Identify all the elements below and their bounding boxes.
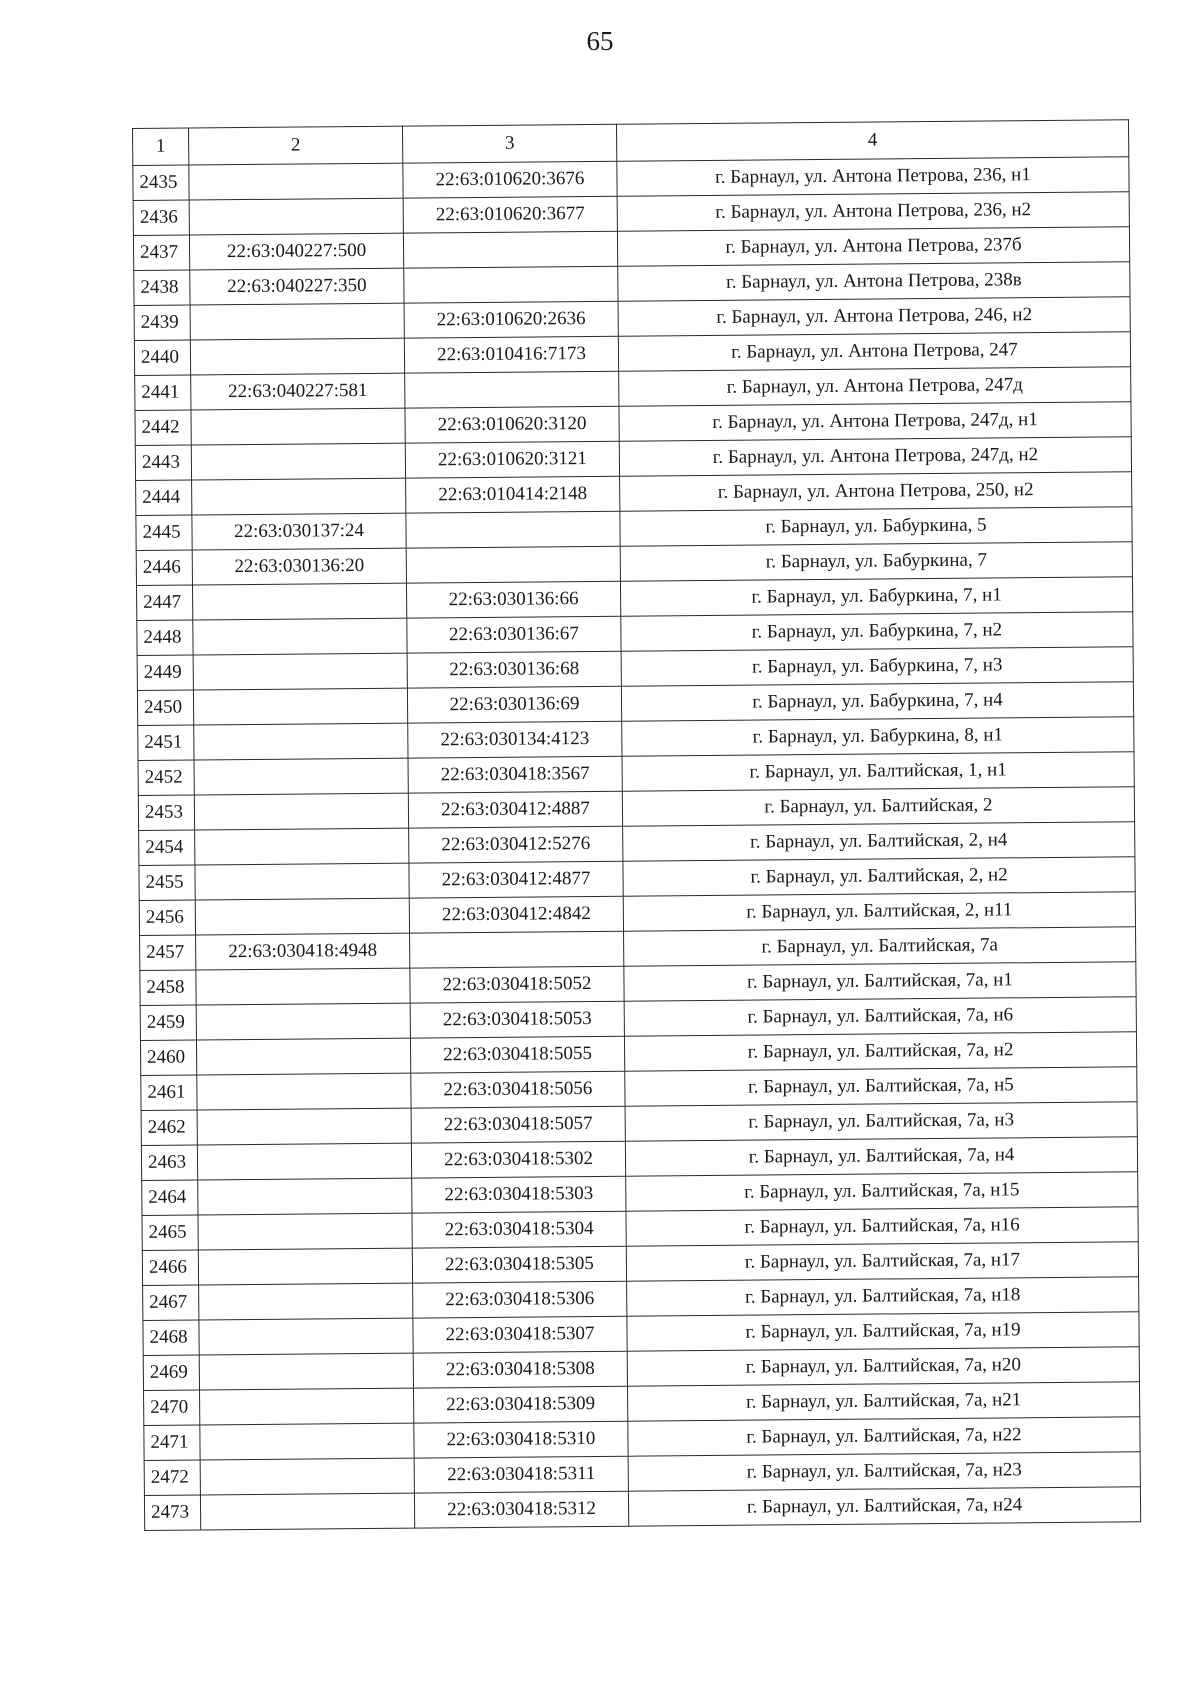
land-cadastral-cell [193,618,407,655]
land-cadastral-cell [199,1353,413,1390]
row-number-cell: 2442 [135,410,191,445]
building-cadastral-cell: 22:63:030418:5055 [410,1036,624,1073]
building-cadastral-cell: 22:63:030418:5056 [411,1071,625,1108]
page-number: 65 [586,26,614,56]
row-number-cell: 2438 [134,270,190,305]
building-cadastral-cell: 22:63:010620:3676 [403,161,617,198]
address-cell: г. Барнаул, ул. Балтийская, 7а, н20 [627,1347,1139,1386]
building-cadastral-cell: 22:63:030412:4877 [409,861,623,898]
land-cadastral-cell [197,1108,411,1145]
land-cadastral-cell [197,1143,411,1180]
building-cadastral-cell: 22:63:030418:5310 [414,1421,628,1458]
address-cell: г. Барнаул, ул. Балтийская, 7а, н5 [625,1067,1137,1106]
row-number-cell: 2439 [134,305,190,340]
header-col-3: 3 [402,124,616,163]
row-number-cell: 2444 [136,480,192,515]
row-number-cell: 2454 [139,830,195,865]
building-cadastral-cell: 22:63:030418:5057 [411,1106,625,1143]
row-number-cell: 2458 [140,970,196,1005]
address-cell: г. Барнаул, ул. Балтийская, 7а, н15 [626,1172,1138,1211]
row-number-cell: 2441 [135,375,191,410]
row-number-cell: 2447 [136,585,192,620]
land-cadastral-cell [196,1003,410,1040]
row-number-cell: 2436 [133,200,189,235]
address-cell: г. Барнаул, ул. Антона Петрова, 250, н2 [620,472,1132,511]
land-cadastral-cell [199,1283,413,1320]
row-number-cell: 2452 [138,760,194,795]
building-cadastral-cell [406,511,620,548]
land-cadastral-cell [194,793,408,830]
address-cell: г. Барнаул, ул. Балтийская, 2 [622,787,1134,826]
address-cell: г. Барнаул, ул. Бабуркина, 7, н3 [621,647,1133,686]
address-cell: г. Барнаул, ул. Балтийская, 7а, н2 [624,1032,1136,1071]
land-cadastral-cell [196,1038,410,1075]
address-cell: г. Барнаул, ул. Балтийская, 7а, н6 [624,997,1136,1036]
land-cadastral-cell [189,163,403,200]
address-cell: г. Барнаул, ул. Балтийская, 7а, н21 [627,1382,1139,1421]
header-col-4: 4 [616,120,1128,161]
address-cell: г. Барнаул, ул. Балтийская, 7а, н1 [624,962,1136,1001]
address-cell: г. Барнаул, ул. Балтийская, 7а, н4 [625,1137,1137,1176]
land-cadastral-cell [191,408,405,445]
building-cadastral-cell: 22:63:030136:66 [406,581,620,618]
land-cadastral-cell [200,1458,414,1495]
land-cadastral-cell: 22:63:030137:24 [192,513,406,550]
land-cadastral-cell [191,443,405,480]
address-cell: г. Барнаул, ул. Бабуркина, 7, н4 [621,682,1133,721]
address-cell: г. Барнаул, ул. Антона Петрова, 247д [619,367,1131,406]
building-cadastral-cell: 22:63:030412:5276 [409,826,623,863]
row-number-cell: 2465 [142,1215,198,1250]
land-cadastral-cell [189,198,403,235]
land-cadastral-cell [200,1423,414,1460]
building-cadastral-cell: 22:63:030418:5311 [414,1456,628,1493]
building-cadastral-cell: 22:63:010414:2148 [406,476,620,513]
land-cadastral-cell: 22:63:040227:350 [190,268,404,305]
land-cadastral-cell [190,303,404,340]
address-cell: г. Барнаул, ул. Антона Петрова, 247д, н1 [619,402,1131,441]
row-number-cell: 2462 [141,1110,197,1145]
land-cadastral-cell: 22:63:040227:500 [189,233,403,270]
land-cadastral-cell [195,898,409,935]
row-number-cell: 2450 [137,690,193,725]
land-cadastral-cell [198,1248,412,1285]
address-cell: г. Барнаул, ул. Балтийская, 7а, н22 [628,1417,1140,1456]
row-number-cell: 2468 [143,1320,199,1355]
land-cadastral-cell [192,478,406,515]
address-cell: г. Барнаул, ул. Бабуркина, 5 [620,507,1132,546]
address-cell: г. Барнаул, ул. Балтийская, 7а, н18 [627,1277,1139,1316]
building-cadastral-cell: 22:63:010620:3121 [405,441,619,478]
row-number-cell: 2435 [133,165,189,200]
row-number-cell: 2460 [140,1040,196,1075]
address-cell: г. Барнаул, ул. Балтийская, 1, н1 [622,752,1134,791]
register-table-wrapper [132,119,1140,1531]
building-cadastral-cell: 22:63:030418:5306 [413,1281,627,1318]
address-cell: г. Барнаул, ул. Балтийская, 7а [624,927,1136,966]
land-cadastral-cell [195,863,409,900]
land-cadastral-cell [194,758,408,795]
address-cell: г. Барнаул, ул. Бабуркина, 7, н2 [621,612,1133,651]
building-cadastral-cell: 22:63:030412:4887 [408,791,622,828]
row-number-cell: 2437 [133,235,189,270]
address-cell: г. Барнаул, ул. Антона Петрова, 247 [618,332,1130,371]
building-cadastral-cell: 22:63:030134:4123 [408,721,622,758]
address-cell: г. Барнаул, ул. Балтийская, 7а, н23 [628,1452,1140,1491]
row-number-cell: 2446 [136,550,192,585]
row-number-cell: 2466 [142,1250,198,1285]
land-cadastral-cell [198,1213,412,1250]
building-cadastral-cell [405,371,619,408]
row-number-cell: 2443 [135,445,191,480]
building-cadastral-cell: 22:63:010620:3677 [403,196,617,233]
building-cadastral-cell: 22:63:030136:69 [407,686,621,723]
row-number-cell: 2445 [136,515,192,550]
address-cell: г. Барнаул, ул. Антона Петрова, 236, н2 [617,192,1129,231]
land-cadastral-cell: 22:63:040227:581 [191,373,405,410]
land-cadastral-cell [190,338,404,375]
address-cell: г. Барнаул, ул. Бабуркина, 7, н1 [620,577,1132,616]
address-cell: г. Барнаул, ул. Антона Петрова, 238в [618,262,1130,301]
building-cadastral-cell: 22:63:030418:5308 [413,1351,627,1388]
building-cadastral-cell: 22:63:010620:2636 [404,301,618,338]
land-cadastral-cell [200,1493,414,1530]
building-cadastral-cell: 22:63:030418:5302 [411,1141,625,1178]
row-number-cell: 2455 [139,865,195,900]
row-number-cell: 2464 [142,1180,198,1215]
land-cadastral-cell [197,1073,411,1110]
land-cadastral-cell [194,723,408,760]
row-number-cell: 2469 [143,1355,199,1390]
building-cadastral-cell: 22:63:030418:5307 [413,1316,627,1353]
address-cell: г. Барнаул, ул. Бабуркина, 7 [620,542,1132,581]
building-cadastral-cell [404,266,618,303]
building-cadastral-cell: 22:63:030418:5305 [412,1246,626,1283]
building-cadastral-cell: 22:63:030418:5052 [410,966,624,1003]
address-cell: г. Барнаул, ул. Балтийская, 2, н2 [623,857,1135,896]
row-number-cell: 2461 [141,1075,197,1110]
address-cell: г. Барнаул, ул. Балтийская, 7а, н19 [627,1312,1139,1351]
land-cadastral-cell: 22:63:030136:20 [192,548,406,585]
building-cadastral-cell: 22:63:030418:5303 [412,1176,626,1213]
land-cadastral-cell [193,688,407,725]
row-number-cell: 2440 [134,340,190,375]
address-cell: г. Барнаул, ул. Балтийская, 2, н4 [623,822,1135,861]
land-cadastral-cell [193,653,407,690]
land-cadastral-cell [195,828,409,865]
land-cadastral-cell [200,1388,414,1425]
row-number-cell: 2449 [137,655,193,690]
address-cell: г. Барнаул, ул. Балтийская, 2, н11 [623,892,1135,931]
row-number-cell: 2453 [138,795,194,830]
building-cadastral-cell: 22:63:030136:67 [407,616,621,653]
row-number-cell: 2451 [138,725,194,760]
building-cadastral-cell [410,931,624,968]
land-cadastral-cell [196,968,410,1005]
row-number-cell: 2467 [143,1285,199,1320]
building-cadastral-cell: 22:63:030136:68 [407,651,621,688]
row-number-cell: 2470 [144,1390,200,1425]
table-body [133,157,1141,1531]
building-cadastral-cell: 22:63:010620:3120 [405,406,619,443]
land-cadastral-cell: 22:63:030418:4948 [196,933,410,970]
building-cadastral-cell: 22:63:030418:5309 [414,1386,628,1423]
address-cell: г. Барнаул, ул. Балтийская, 7а, н16 [626,1207,1138,1246]
row-number-cell: 2473 [144,1495,200,1530]
address-cell: г. Барнаул, ул. Балтийская, 7а, н24 [628,1487,1140,1526]
land-cadastral-cell [192,583,406,620]
building-cadastral-cell: 22:63:030412:4842 [409,896,623,933]
address-cell: г. Барнаул, ул. Балтийская, 7а, н17 [626,1242,1138,1281]
row-number-cell: 2456 [139,900,195,935]
row-number-cell: 2472 [144,1460,200,1495]
row-number-cell: 2459 [140,1005,196,1040]
building-cadastral-cell: 22:63:030418:5312 [414,1491,628,1528]
address-cell: г. Барнаул, ул. Антона Петрова, 246, н2 [618,297,1130,336]
building-cadastral-cell: 22:63:030418:3567 [408,756,622,793]
header-col-1: 1 [133,128,189,165]
row-number-cell: 2457 [140,935,196,970]
register-table [132,119,1141,1531]
table-row [144,1487,1140,1531]
address-cell: г. Барнаул, ул. Бабуркина, 8, н1 [622,717,1134,756]
building-cadastral-cell [406,546,620,583]
building-cadastral-cell: 22:63:030418:5053 [410,1001,624,1038]
row-number-cell: 2448 [137,620,193,655]
address-cell: г. Барнаул, ул. Антона Петрова, 237б [617,227,1129,266]
row-number-cell: 2463 [141,1145,197,1180]
address-cell: г. Барнаул, ул. Антона Петрова, 236, н1 [617,157,1129,196]
address-cell: г. Барнаул, ул. Балтийская, 7а, н3 [625,1102,1137,1141]
land-cadastral-cell [198,1178,412,1215]
address-cell: г. Барнаул, ул. Антона Петрова, 247д, н2 [619,437,1131,476]
building-cadastral-cell: 22:63:010416:7173 [404,336,618,373]
row-number-cell: 2471 [144,1425,200,1460]
building-cadastral-cell: 22:63:030418:5304 [412,1211,626,1248]
building-cadastral-cell [403,231,617,268]
land-cadastral-cell [199,1318,413,1355]
header-col-2: 2 [189,126,403,165]
